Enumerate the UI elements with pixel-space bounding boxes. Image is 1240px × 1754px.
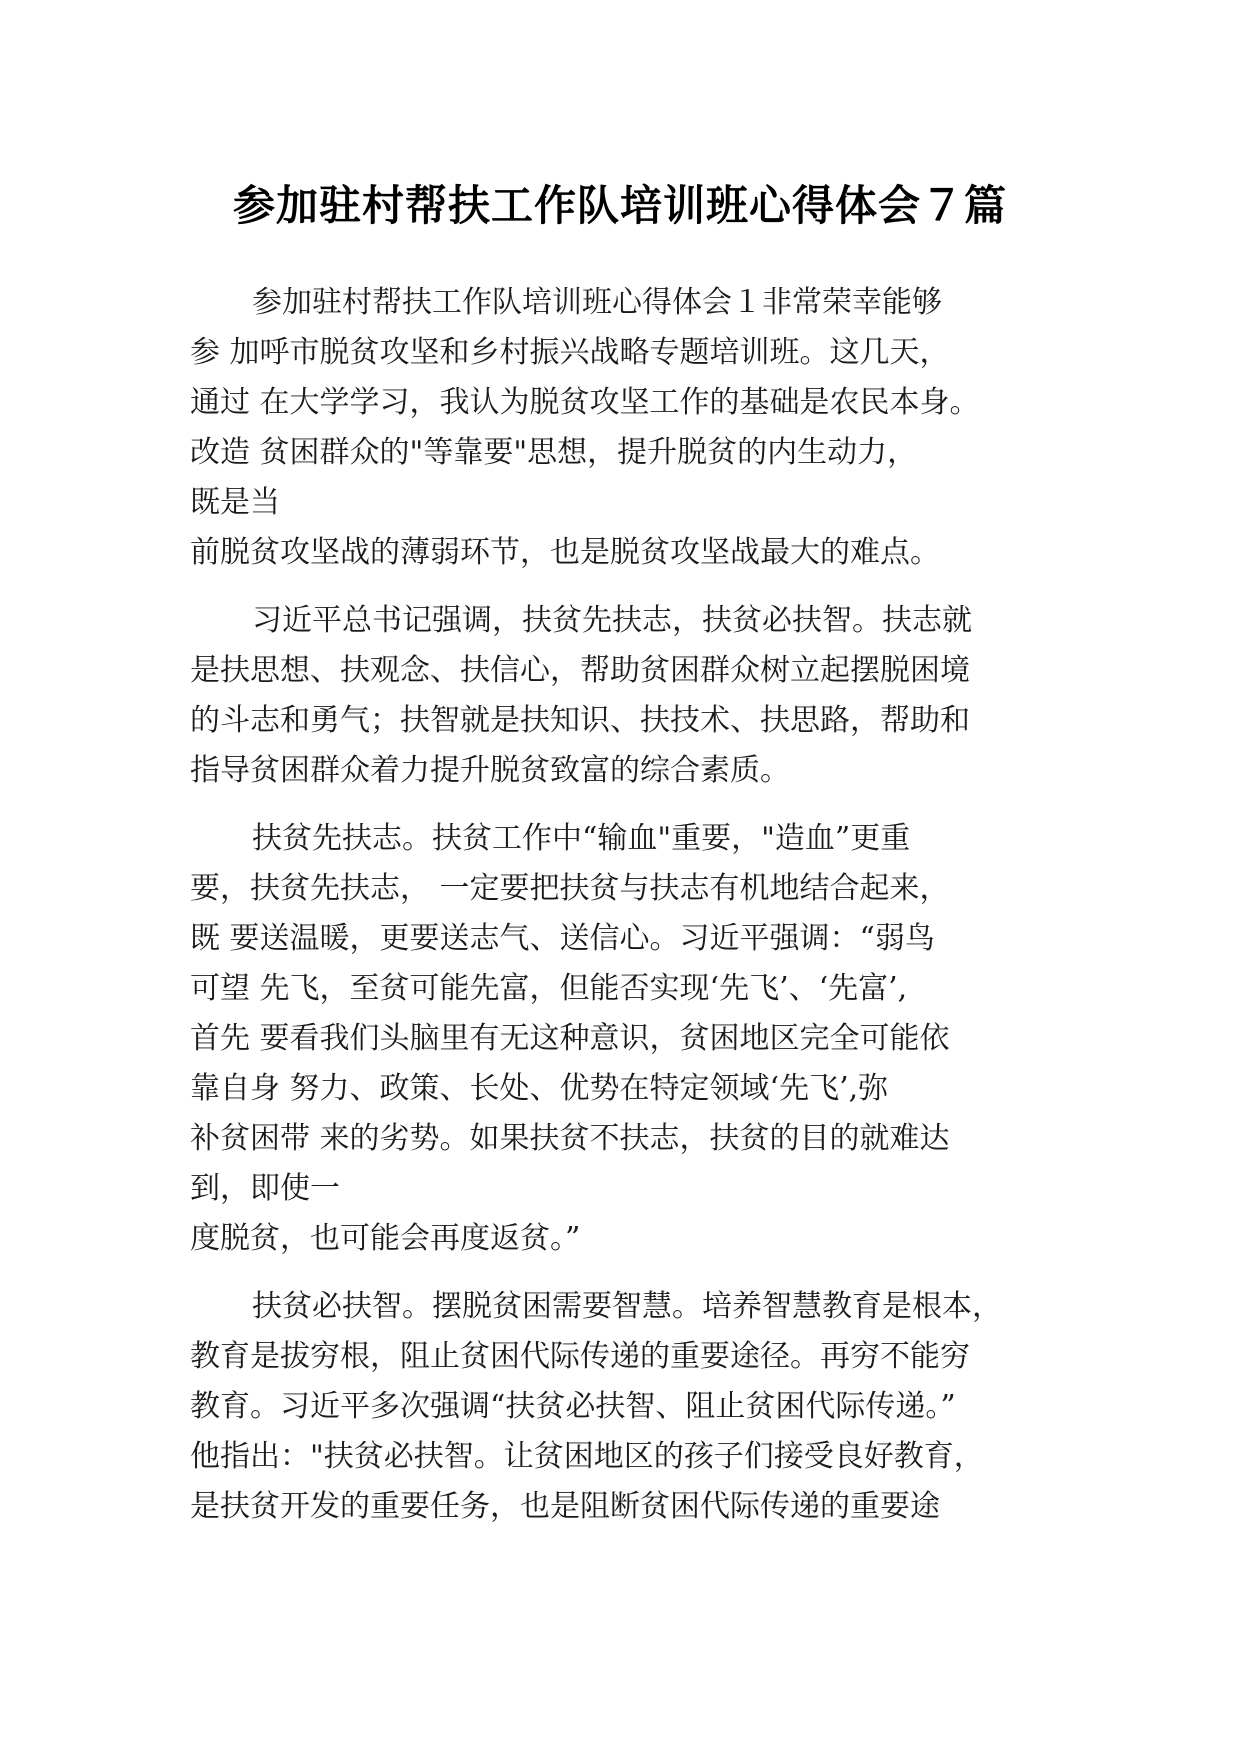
paragraph-line: 扶贫先扶志。扶贫工作中“输血"重要，"造血”更重	[252, 821, 911, 856]
paragraph-line: 改造 贫困群众的"等靠要"思想，提升脱贫的内生动力，	[190, 435, 918, 470]
paragraph-line: 通过 在大学学习，我认为脱贫攻坚工作的基础是农民本身。	[190, 385, 980, 420]
paragraph-line: 度脱贫，也可能会再度返贫。”	[190, 1221, 581, 1256]
paragraph-line: 教育是拔穷根，阻止贫困代际传递的重要途径。再穷不能穷	[190, 1339, 970, 1374]
paragraph-line: 既 要送温暖，更要送志气、送信心。习近平强调：“弱鸟	[190, 921, 935, 956]
paragraph-2	[190, 596, 1060, 796]
paragraph-line: 教育。习近平多次强调“扶贫必扶智、阻止贫困代际传递。”	[190, 1389, 956, 1424]
paragraph-line: 首先 要看我们头脑里有无这种意识，贫困地区完全可能依	[190, 1021, 950, 1056]
paragraph-line: 他指出："扶贫必扶智。让贫困地区的孩子们接受良好教育，	[190, 1439, 984, 1474]
document-body	[190, 278, 1060, 1550]
paragraph-3	[190, 814, 1060, 1264]
paragraph-line: 补贫困带 来的劣势。如果扶贫不扶志，扶贫的目的就难达	[190, 1121, 950, 1156]
paragraph-line: 的斗志和勇气；扶智就是扶知识、扶技术、扶思路，帮助和	[190, 703, 970, 738]
paragraph-line: 参加驻村帮扶工作队培训班心得体会１非常荣幸能够	[252, 285, 942, 320]
paragraph-line: 是扶贫开发的重要任务，也是阻断贫困代际传递的重要途	[190, 1489, 940, 1524]
paragraph-1	[190, 278, 1060, 578]
paragraph-line: 靠自身 努力、政策、长处、优势在特定领域‘先飞’,弥	[190, 1071, 889, 1106]
paragraph-line: 习近平总书记强调，扶贫先扶志，扶贫必扶智。扶志就	[252, 603, 972, 638]
paragraph-line: 既是当	[190, 485, 280, 520]
paragraph-line: 指导贫困群众着力提升脱贫致富的综合素质。	[190, 753, 790, 788]
paragraph-line: 要，扶贫先扶志， 一定要把扶贫与扶志有机地结合起来，	[190, 871, 950, 906]
paragraph-line: 到，即使一	[190, 1171, 340, 1206]
paragraph-line: 是扶思想、扶观念、扶信心，帮助贫困群众树立起摆脱困境	[190, 653, 970, 688]
document-title: 参加驻村帮扶工作队培训班心得体会７篇	[232, 181, 1007, 231]
paragraph-4	[190, 1282, 1060, 1532]
paragraph-line: 参 加呼市脱贫攻坚和乡村振兴战略专题培训班。这几天，	[190, 335, 950, 370]
paragraph-line: 可望 先飞，至贫可能先富，但能否实现‘先飞’、‘先富’,	[190, 971, 908, 1006]
paragraph-line: 前脱贫攻坚战的薄弱环节，也是脱贫攻坚战最大的难点。	[190, 535, 940, 570]
paragraph-line: 扶贫必扶智。摆脱贫困需要智慧。培养智慧教育是根本，	[252, 1289, 1002, 1324]
